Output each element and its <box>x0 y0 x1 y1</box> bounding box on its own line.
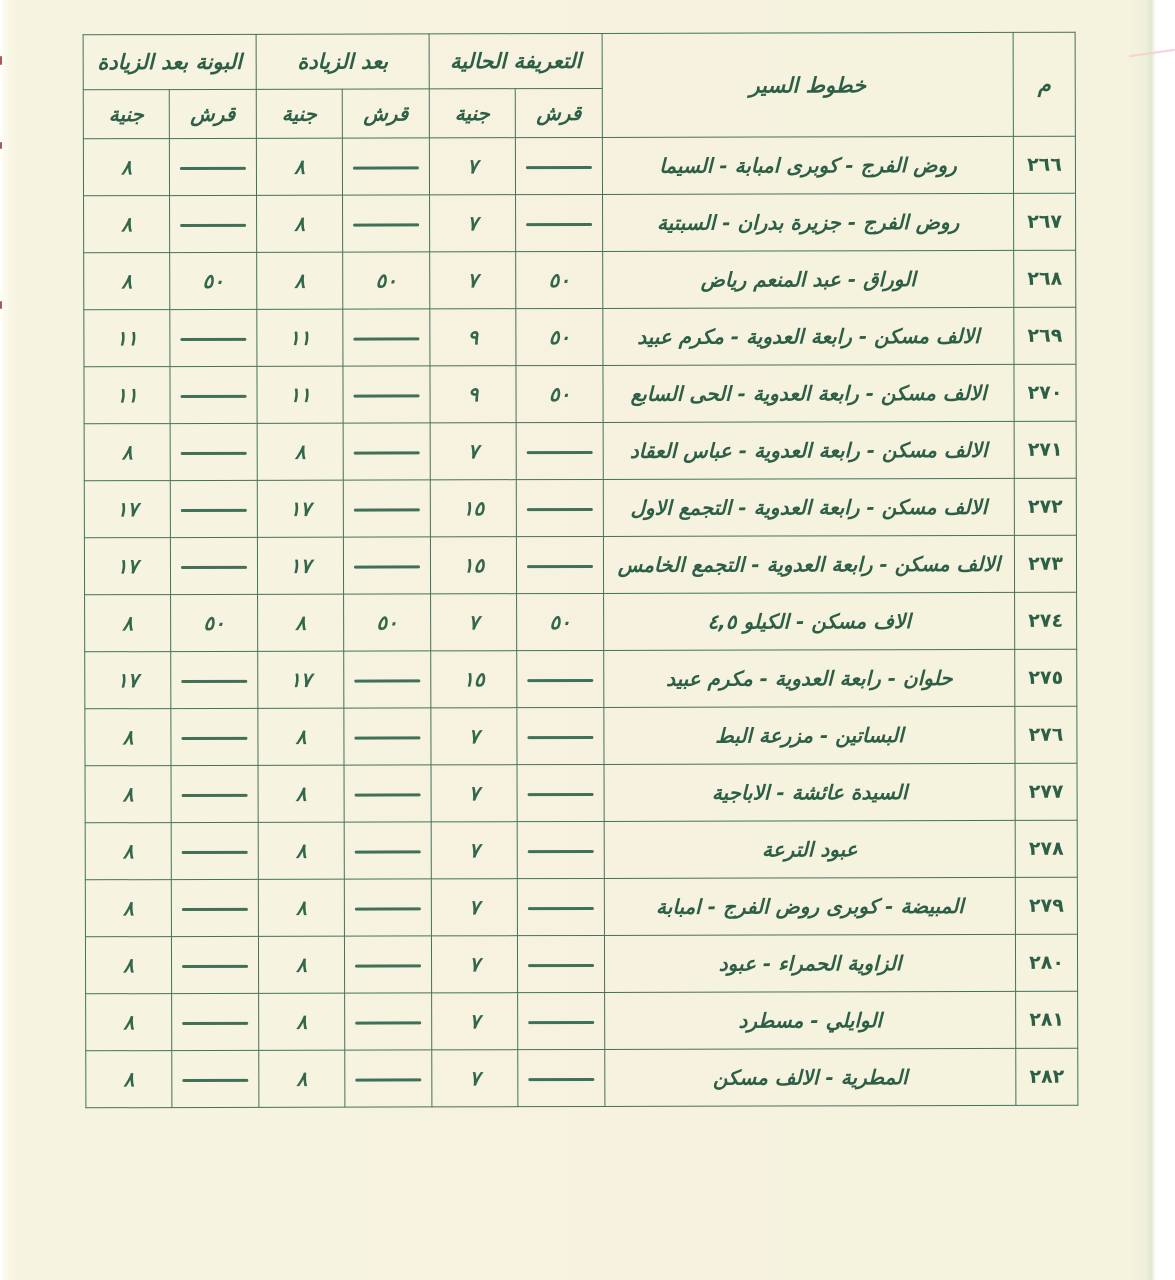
table-row <box>84 307 1076 367</box>
dash-mark <box>527 679 593 683</box>
coupon-gineih-cell: ٨ <box>84 253 170 310</box>
table-row <box>85 934 1077 994</box>
after-qirsh-cell <box>342 138 429 195</box>
after-qirsh-cell <box>344 708 431 765</box>
after-gineih-cell: ٨ <box>259 1050 345 1107</box>
table-row <box>85 763 1077 823</box>
dash-mark <box>353 337 419 341</box>
dash-mark <box>353 166 419 170</box>
table-body <box>83 136 1078 1108</box>
coupon-gineih-cell: ٨ <box>86 994 172 1051</box>
coupon-gineih-cell: ٨ <box>85 937 171 994</box>
route-cell: الالف مسكن - رابعة العدوية - التجمع الاول <box>603 478 1014 536</box>
current-gineih-cell: ٧ <box>431 822 517 879</box>
serial-cell: ٢٧٤ <box>1015 592 1077 649</box>
route-cell: حلوان - رابعة العدوية - مكرم عبيد <box>604 649 1015 707</box>
dash-mark <box>353 223 419 227</box>
table-row <box>84 364 1076 424</box>
table-row <box>84 193 1076 253</box>
table-row <box>83 136 1075 196</box>
current-qirsh-cell <box>517 878 604 935</box>
dash-mark <box>528 793 594 797</box>
serial-cell: ٢٦٨ <box>1014 250 1076 307</box>
dash-mark <box>527 451 593 455</box>
serial-cell: ٢٧٢ <box>1014 478 1076 535</box>
current-gineih-cell: ٧ <box>432 993 518 1050</box>
current-gineih-cell: ٧ <box>430 195 516 252</box>
header-current-qirsh: قرش <box>515 88 602 137</box>
coupon-gineih-cell: ٨ <box>85 823 171 880</box>
header-serial: م <box>1013 32 1075 136</box>
after-gineih-cell: ٨ <box>258 822 344 879</box>
after-gineih-cell: ١٧ <box>257 537 343 594</box>
current-gineih-cell: ٩ <box>430 309 516 366</box>
coupon-gineih-cell: ٨ <box>84 196 170 253</box>
coupon-qirsh-cell <box>170 195 257 252</box>
coupon-qirsh-cell <box>172 993 259 1050</box>
route-cell: المطرية - الالف مسكن <box>605 1048 1016 1106</box>
current-gineih-cell: ٧ <box>430 252 516 309</box>
dash-mark <box>355 964 421 968</box>
current-gineih-cell: ٧ <box>432 1050 518 1107</box>
dash-mark <box>181 680 247 684</box>
serial-cell: ٢٧٩ <box>1015 877 1077 934</box>
coupon-gineih-cell: ٨ <box>86 1051 172 1108</box>
coupon-gineih-cell: ٨ <box>85 709 171 766</box>
dash-mark <box>354 565 420 569</box>
coupon-qirsh-cell <box>171 879 258 936</box>
dash-mark <box>180 167 246 171</box>
serial-cell: ٢٧١ <box>1014 421 1076 478</box>
after-qirsh-cell <box>344 879 431 936</box>
coupon-gineih-cell: ١٧ <box>84 481 170 538</box>
coupon-qirsh-cell <box>171 765 258 822</box>
coupon-qirsh-cell <box>169 138 256 195</box>
route-cell: السيدة عائشة - الاباجية <box>604 763 1015 821</box>
serial-cell: ٢٦٩ <box>1014 307 1076 364</box>
header-after-qirsh: قرش <box>342 89 429 138</box>
coupon-qirsh-cell <box>170 423 257 480</box>
coupon-qirsh-cell <box>171 708 258 765</box>
dash-mark <box>528 964 594 968</box>
after-gineih-cell: ٨ <box>258 708 344 765</box>
header-routes: خطوط السير <box>602 32 1013 137</box>
current-qirsh-cell <box>515 137 602 194</box>
coupon-qirsh-cell <box>171 822 258 879</box>
dash-mark <box>526 166 592 170</box>
serial-cell: ٢٦٦ <box>1013 136 1075 193</box>
after-qirsh-cell <box>343 423 430 480</box>
table-row <box>84 421 1076 481</box>
after-qirsh-cell <box>344 936 431 993</box>
table-row <box>84 535 1076 595</box>
current-gineih-cell: ٧ <box>430 423 516 480</box>
scan-artifact-speck <box>0 56 2 65</box>
dash-mark <box>181 737 247 741</box>
table-row <box>85 592 1077 652</box>
coupon-gineih-cell: ٨ <box>85 880 171 937</box>
current-qirsh-cell <box>516 194 603 251</box>
coupon-qirsh-cell <box>171 936 258 993</box>
scan-artifact-speck <box>0 301 2 309</box>
current-gineih-cell: ٧ <box>431 708 517 765</box>
after-gineih-cell: ١٧ <box>257 480 343 537</box>
after-gineih-cell: ١٧ <box>258 651 344 708</box>
serial-cell: ٢٨٢ <box>1016 1048 1078 1105</box>
after-qirsh-cell <box>343 537 430 594</box>
coupon-gineih-cell: ١٧ <box>84 538 170 595</box>
dash-mark <box>354 451 420 455</box>
after-qirsh-cell <box>345 993 432 1050</box>
after-qirsh-cell <box>343 195 430 252</box>
coupon-gineih-cell: ٨ <box>85 595 171 652</box>
table-row <box>85 877 1077 937</box>
coupon-qirsh-cell <box>170 537 257 594</box>
after-gineih-cell: ٨ <box>258 936 344 993</box>
serial-cell: ٢٧٣ <box>1014 535 1076 592</box>
dash-mark <box>182 908 248 912</box>
dash-mark <box>355 793 421 797</box>
route-cell: الاف مسكن - الكيلو ٤,٥ <box>604 592 1015 650</box>
route-cell: الالف مسكن - رابعة العدوية - الحى السابع <box>603 364 1014 422</box>
serial-cell: ٢٧٥ <box>1015 649 1077 706</box>
dash-mark <box>355 1021 421 1025</box>
current-qirsh-cell <box>517 707 604 764</box>
serial-cell: ٢٧٠ <box>1014 364 1076 421</box>
coupon-gineih-cell: ١١ <box>84 367 170 424</box>
after-qirsh-cell <box>343 366 430 423</box>
dash-mark <box>182 1022 248 1026</box>
dash-mark <box>527 508 593 512</box>
after-gineih-cell: ٨ <box>257 252 343 309</box>
current-gineih-cell: ٧ <box>429 138 515 195</box>
table-row <box>85 649 1077 709</box>
dash-mark <box>528 1078 594 1082</box>
dash-mark <box>355 907 421 911</box>
route-cell: البساتين - مزرعة البط <box>604 706 1015 764</box>
dash-mark <box>527 565 593 569</box>
after-gineih-cell: ٨ <box>258 879 344 936</box>
current-qirsh-cell <box>518 992 605 1049</box>
after-gineih-cell: ٨ <box>258 594 344 651</box>
current-qirsh-cell <box>517 821 604 878</box>
header-current-tariff: التعريفة الحالية <box>429 33 602 88</box>
header-coupon-after-increase: البونة بعد الزيادة <box>83 34 256 89</box>
coupon-qirsh-cell <box>170 309 257 366</box>
coupon-qirsh-cell <box>170 366 257 423</box>
scan-artifact-scratch <box>1129 49 1175 57</box>
dash-mark <box>354 394 420 398</box>
dash-mark <box>355 1078 421 1082</box>
current-gineih-cell: ٧ <box>431 879 517 936</box>
after-qirsh-cell <box>344 765 431 822</box>
current-qirsh-cell <box>516 479 603 536</box>
route-cell: الالف مسكن - رابعة العدوية - عباس العقاد <box>603 421 1014 479</box>
current-qirsh-cell: ٥٠ <box>517 593 604 650</box>
serial-cell: ٢٧٧ <box>1015 763 1077 820</box>
table-row <box>86 1048 1078 1108</box>
after-gineih-cell: ١١ <box>257 366 343 423</box>
dash-mark <box>181 452 247 456</box>
dash-mark <box>182 965 248 969</box>
after-qirsh-cell: ٥٠ <box>343 252 430 309</box>
current-qirsh-cell: ٥٠ <box>516 251 603 308</box>
table-row <box>85 706 1077 766</box>
dash-mark <box>354 508 420 512</box>
dash-mark <box>354 679 420 683</box>
current-qirsh-cell: ٥٠ <box>516 308 603 365</box>
current-gineih-cell: ٧ <box>431 594 517 651</box>
current-qirsh-cell <box>516 422 603 479</box>
coupon-gineih-cell: ٨ <box>83 139 169 196</box>
table-row <box>84 250 1076 310</box>
dash-mark <box>182 851 248 855</box>
current-qirsh-cell: ٥٠ <box>516 365 603 422</box>
dash-mark <box>182 794 248 798</box>
serial-cell: ٢٨٠ <box>1015 934 1077 991</box>
route-cell: الالف مسكن - رابعة العدوية - مكرم عبيد <box>603 307 1014 365</box>
route-cell: روض الفرج - جزيرة بدران - السبتية <box>603 193 1014 251</box>
route-cell: عبود الترعة <box>604 820 1015 878</box>
header-current-gineih: جنية <box>429 89 515 138</box>
serial-cell: ٢٧٦ <box>1015 706 1077 763</box>
bus-fare-table <box>83 32 1079 1109</box>
serial-cell: ٢٦٧ <box>1014 193 1076 250</box>
dash-mark <box>181 509 247 513</box>
coupon-gineih-cell: ٨ <box>85 766 171 823</box>
current-gineih-cell: ٩ <box>430 366 516 423</box>
route-cell: الوراق - عبد المنعم رياض <box>603 250 1014 308</box>
route-cell: روض الفرج - كوبرى امبابة - السيما <box>602 136 1013 194</box>
current-qirsh-cell <box>516 536 603 593</box>
dash-mark <box>528 907 594 911</box>
dash-mark <box>528 1021 594 1025</box>
header-coupon-gineih: جنية <box>83 90 169 139</box>
coupon-qirsh-cell <box>171 651 258 708</box>
current-gineih-cell: ١٥ <box>430 480 516 537</box>
after-gineih-cell: ١١ <box>257 309 343 366</box>
dash-mark <box>182 1079 248 1083</box>
after-gineih-cell: ٨ <box>257 195 343 252</box>
route-cell: الزاوية الحمراء - عبود <box>604 934 1015 992</box>
after-gineih-cell: ٨ <box>259 993 345 1050</box>
after-qirsh-cell <box>343 309 430 366</box>
table-header <box>83 32 1075 139</box>
coupon-gineih-cell: ١١ <box>84 310 170 367</box>
current-gineih-cell: ٧ <box>431 936 517 993</box>
dash-mark <box>181 566 247 570</box>
route-cell: المبيضة - كوبرى روض الفرج - امبابة <box>604 877 1015 935</box>
header-after-increase: بعد الزيادة <box>256 34 429 89</box>
dash-mark <box>526 223 592 227</box>
dash-mark <box>527 736 593 740</box>
route-cell: الوايلي - مسطرد <box>605 991 1016 1049</box>
route-cell: الالف مسكن - رابعة العدوية - التجمع الخامس <box>603 535 1014 593</box>
coupon-qirsh-cell: ٥٠ <box>171 594 258 651</box>
scan-artifact-speck <box>0 142 2 149</box>
coupon-qirsh-cell <box>172 1050 259 1107</box>
header-coupon-qirsh: قرش <box>169 89 256 138</box>
after-qirsh-cell: ٥٠ <box>344 594 431 651</box>
current-qirsh-cell <box>517 935 604 992</box>
dash-mark <box>355 850 421 854</box>
current-gineih-cell: ١٥ <box>430 537 516 594</box>
after-gineih-cell: ٨ <box>257 423 343 480</box>
dash-mark <box>180 224 246 228</box>
after-qirsh-cell <box>345 1050 432 1107</box>
current-qirsh-cell <box>517 764 604 821</box>
coupon-gineih-cell: ١٧ <box>85 652 171 709</box>
after-gineih-cell: ٨ <box>258 765 344 822</box>
current-qirsh-cell <box>517 650 604 707</box>
header-after-gineih: جنية <box>256 89 342 138</box>
table-row <box>86 991 1078 1051</box>
after-qirsh-cell <box>344 822 431 879</box>
coupon-qirsh-cell <box>170 480 257 537</box>
after-qirsh-cell <box>344 651 431 708</box>
after-qirsh-cell <box>343 480 430 537</box>
dash-mark <box>181 395 247 399</box>
current-gineih-cell: ١٥ <box>431 651 517 708</box>
coupon-gineih-cell: ٨ <box>84 424 170 481</box>
serial-cell: ٢٧٨ <box>1015 820 1077 877</box>
table-row <box>85 820 1077 880</box>
after-gineih-cell: ٨ <box>256 138 342 195</box>
table-row <box>84 478 1076 538</box>
current-qirsh-cell <box>518 1049 605 1106</box>
dash-mark <box>180 338 246 342</box>
serial-cell: ٢٨١ <box>1016 991 1078 1048</box>
dash-mark <box>354 736 420 740</box>
coupon-qirsh-cell: ٥٠ <box>170 252 257 309</box>
current-gineih-cell: ٧ <box>431 765 517 822</box>
dash-mark <box>528 850 594 854</box>
